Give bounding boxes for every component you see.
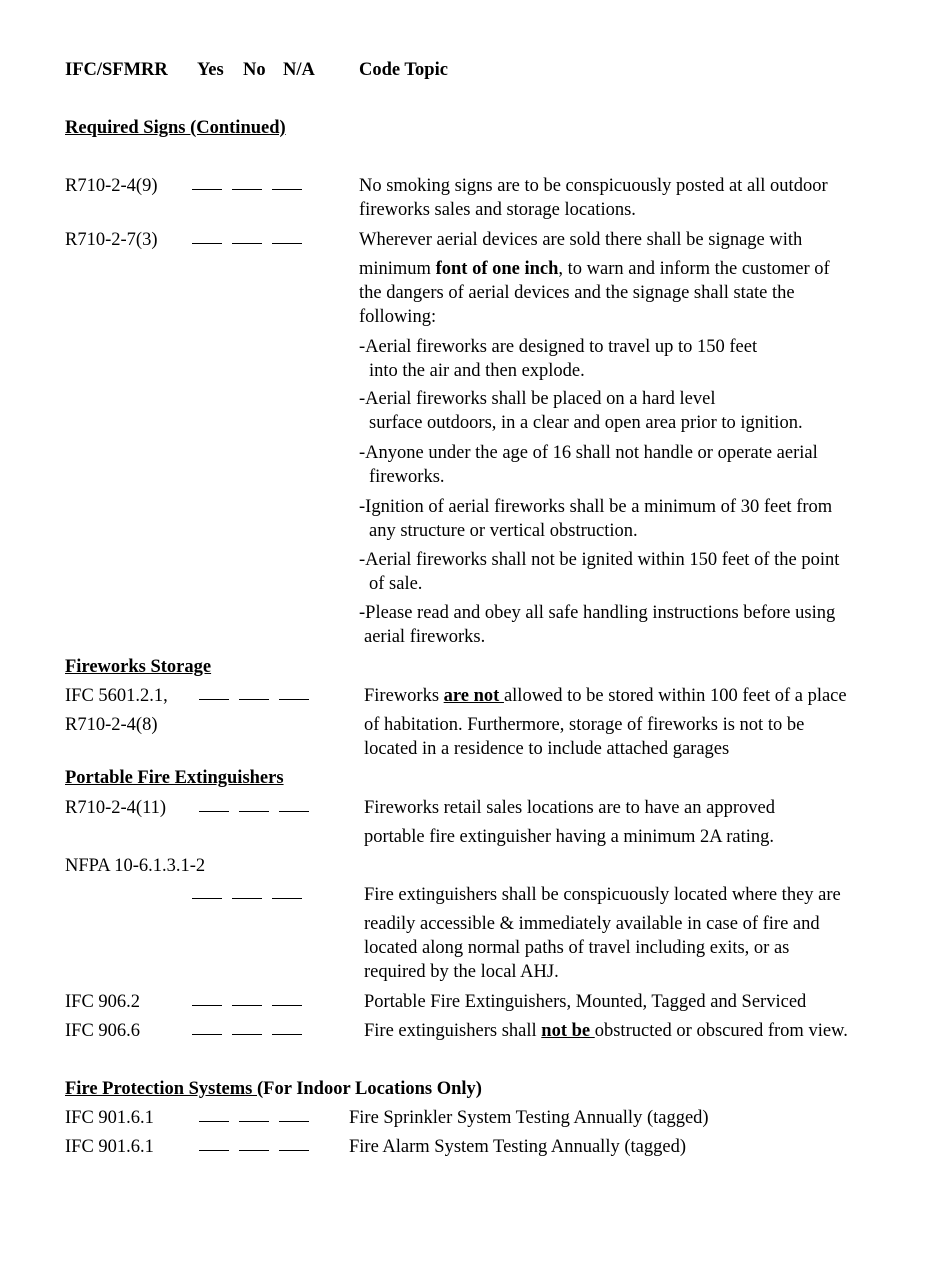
topic-e1-l1: Fireworks retail sales locations are to have an approved xyxy=(364,798,775,818)
answer-blanks-e2[interactable] xyxy=(192,881,312,905)
code-e4: IFC 906.6 xyxy=(65,1021,141,1041)
answer-blanks-e3[interactable] xyxy=(192,988,312,1012)
bullet-5-l1: -Aerial fireworks shall not be ignited within 150 feet of the point xyxy=(359,550,840,570)
header-yes: Yes xyxy=(197,60,224,80)
bullet-3-l2: fireworks. xyxy=(369,467,445,487)
topic-e2-l4: required by the local AHJ. xyxy=(364,962,559,982)
topic-e4: Fire extinguishers shall not be obstructed or obscured from view. xyxy=(364,1021,848,1041)
topic-e3: Portable Fire Extinguishers, Mounted, Tagged and Serviced xyxy=(364,992,807,1012)
section-extinguishers: Portable Fire Extinguishers xyxy=(65,768,284,788)
answer-blanks-r1[interactable] xyxy=(192,172,312,196)
answer-blanks-f1[interactable] xyxy=(199,1104,319,1128)
bullet-2-l2: surface outdoors, in a clear and open area prior to ignition. xyxy=(369,413,803,433)
bullet-1-l1: -Aerial fireworks are designed to travel up to 150 feet xyxy=(359,337,758,357)
topic-storage-l2: of habitation. Furthermore, storage of fireworks is not to be xyxy=(364,715,805,735)
bullet-4-l1: -Ignition of aerial fireworks shall be a minimum of 30 feet from xyxy=(359,497,833,517)
code-f2: IFC 901.6.1 xyxy=(65,1137,154,1157)
header-code: IFC/SFMRR xyxy=(65,60,168,80)
code-storage-1: IFC 5601.2.1, xyxy=(65,686,168,706)
topic-r2-l2: minimum font of one inch, to warn and inform the customer of xyxy=(359,259,830,279)
section-fire-protection: Fire Protection Systems (For Indoor Locations Only) xyxy=(65,1079,482,1099)
code-f1: IFC 901.6.1 xyxy=(65,1108,154,1128)
topic-f2: Fire Alarm System Testing Annually (tagged) xyxy=(349,1137,686,1157)
bullet-6-l1: -Please read and obey all safe handling instructions before using xyxy=(359,603,836,623)
topic-r2-l4: following: xyxy=(359,307,437,327)
section-required-signs: Required Signs (Continued) xyxy=(65,118,286,138)
topic-e2-l2: readily accessible & immediately available in case of fire and xyxy=(364,914,820,934)
answer-blanks-storage[interactable] xyxy=(199,682,319,706)
topic-r1-l2: fireworks sales and storage locations. xyxy=(359,200,636,220)
code-e3: IFC 906.2 xyxy=(65,992,141,1012)
bullet-2-l1: -Aerial fireworks shall be placed on a hard level xyxy=(359,389,716,409)
topic-e2-l3: located along normal paths of travel including exits, or as xyxy=(364,938,790,958)
bullet-4-l2: any structure or vertical obstruction. xyxy=(369,521,638,541)
topic-e2-l1: Fire extinguishers shall be conspicuously located where they are xyxy=(364,885,841,905)
topic-r1-l1: No smoking signs are to be conspicuously posted at all outdoor xyxy=(359,176,828,196)
topic-storage-l1: Fireworks are not allowed to be stored within 100 feet of a place xyxy=(364,686,847,706)
header-no: No xyxy=(243,60,266,80)
header-na: N/A xyxy=(283,60,315,80)
code-r1: R710-2-4(9) xyxy=(65,176,158,196)
answer-blanks-e1[interactable] xyxy=(199,794,319,818)
code-r2: R710-2-7(3) xyxy=(65,230,158,250)
code-e2: NFPA 10-6.1.3.1-2 xyxy=(65,856,206,876)
bullet-6-l2: aerial fireworks. xyxy=(364,627,486,647)
bullet-5-l2: of sale. xyxy=(369,574,423,594)
bullet-1-l2: into the air and then explode. xyxy=(369,361,585,381)
header-topic: Code Topic xyxy=(359,60,448,80)
topic-e1-l2: portable fire extinguisher having a minimum 2A rating. xyxy=(364,827,774,847)
topic-f1: Fire Sprinkler System Testing Annually (tagged) xyxy=(349,1108,709,1128)
code-e1: R710-2-4(11) xyxy=(65,798,167,818)
topic-r2-l1: Wherever aerial devices are sold there shall be signage with xyxy=(359,230,803,250)
code-storage-2: R710-2-4(8) xyxy=(65,715,158,735)
answer-blanks-f2[interactable] xyxy=(199,1133,319,1157)
bullet-3-l1: -Anyone under the age of 16 shall not handle or operate aerial xyxy=(359,443,818,463)
topic-storage-l3: located in a residence to include attached garages xyxy=(364,739,730,759)
answer-blanks-r2[interactable] xyxy=(192,226,312,250)
topic-r2-l3: the dangers of aerial devices and the signage shall state the xyxy=(359,283,795,303)
answer-blanks-e4[interactable] xyxy=(192,1017,312,1041)
section-storage: Fireworks Storage xyxy=(65,657,212,677)
